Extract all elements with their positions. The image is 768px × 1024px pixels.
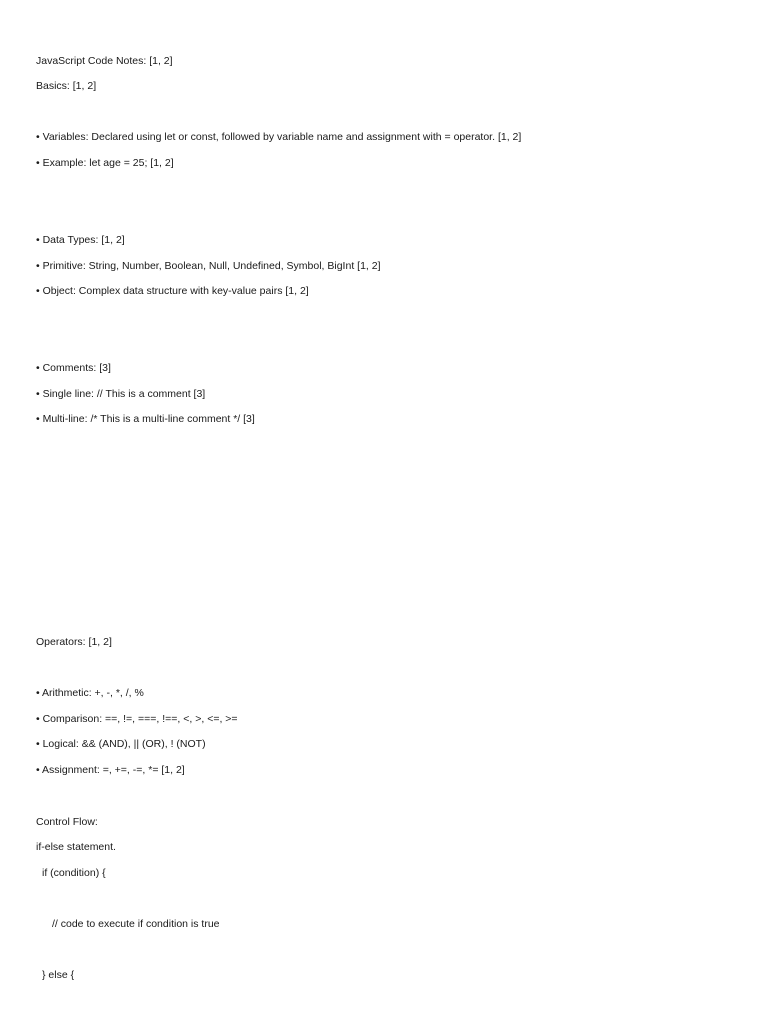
logical-item: • Logical: && (AND), || (OR), ! (NOT): [36, 738, 206, 750]
variables-item: • Variables: Declared using let or const, followed by variable name and assignment with = operator. [1, 2]: [36, 131, 522, 143]
single-line-comment-item: • Single line: // This is a comment [3]: [36, 388, 206, 400]
control-flow-heading: Control Flow:: [36, 816, 98, 828]
basics-heading: Basics: [1, 2]: [36, 80, 97, 92]
code-comment-line: // code to execute if condition is true: [52, 918, 220, 930]
data-types-heading: • Data Types: [1, 2]: [36, 234, 125, 246]
comments-heading: • Comments: [3]: [36, 362, 111, 374]
code-if-line: if (condition) {: [42, 867, 106, 879]
primitive-item: • Primitive: String, Number, Boolean, Null, Undefined, Symbol, BigInt [1, 2]: [36, 260, 381, 272]
document-title: JavaScript Code Notes: [1, 2]: [36, 55, 173, 67]
code-else-line: } else {: [42, 969, 75, 981]
multi-line-comment-item: • Multi-line: /* This is a multi-line comment */ [3]: [36, 413, 255, 425]
object-item: • Object: Complex data structure with key-value pairs [1, 2]: [36, 285, 309, 297]
arithmetic-item: • Arithmetic: +, -, *, /, %: [36, 687, 144, 699]
example-item: • Example: let age = 25; [1, 2]: [36, 157, 174, 169]
operators-heading: Operators: [1, 2]: [36, 636, 112, 648]
if-else-label: if-else statement.: [36, 841, 116, 853]
comparison-item: • Comparison: ==, !=, ===, !==, <, >, <=, >=: [36, 713, 238, 725]
assignment-item: • Assignment: =, +=, -=, *= [1, 2]: [36, 764, 185, 776]
